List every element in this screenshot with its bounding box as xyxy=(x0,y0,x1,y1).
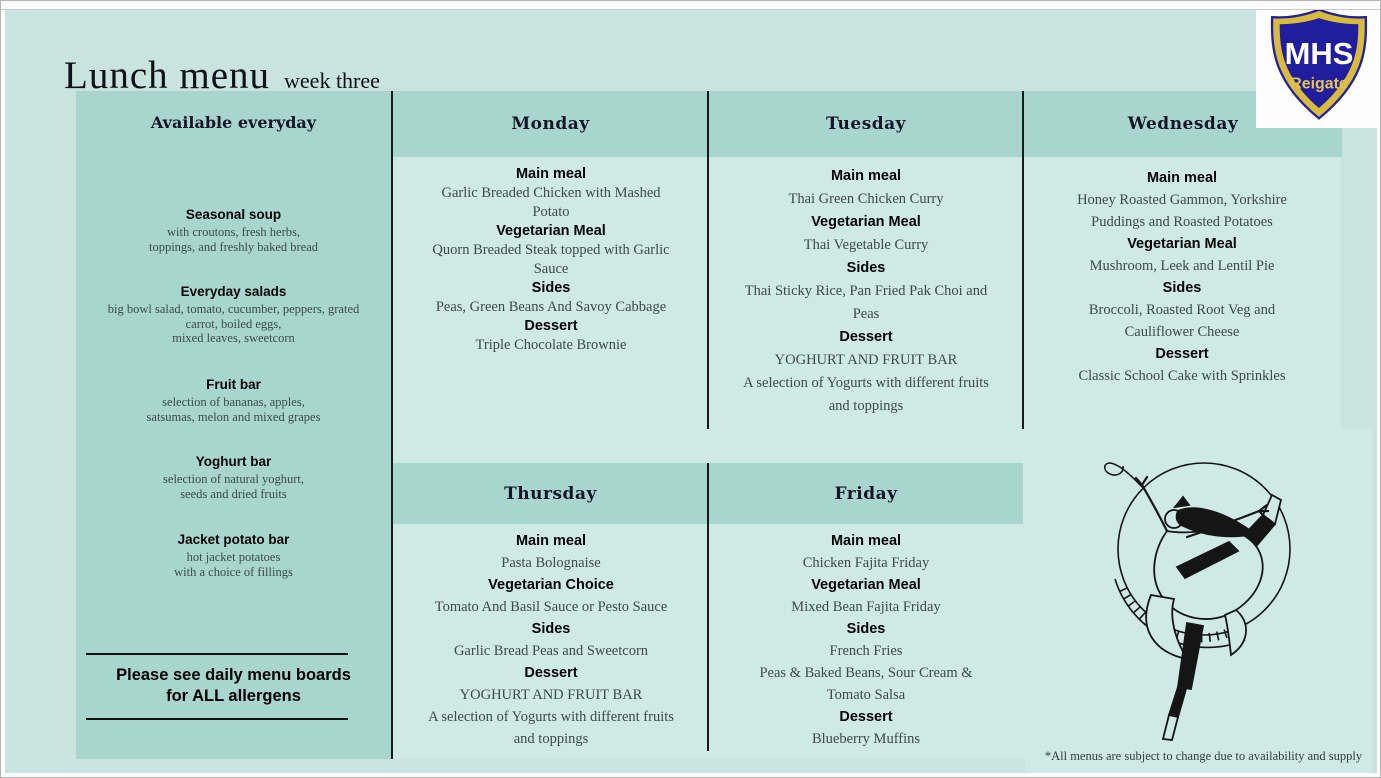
meal-label: Vegetarian Meal xyxy=(811,214,921,230)
section-line: carrot, boiled eggs, xyxy=(185,316,282,331)
meal-label: Sides xyxy=(1162,280,1202,296)
meal-item: Thai Green Chicken Curry xyxy=(788,191,944,207)
day-name-tuesday: Tuesday xyxy=(825,114,907,134)
meal-item: Tomato And Basil Sauce or Pesto Sauce xyxy=(434,599,668,615)
meal-item: Classic School Cake with Sprinkles xyxy=(1078,368,1286,384)
meal-label: Sides xyxy=(846,260,886,276)
section-line: seeds and dried fruits xyxy=(180,486,287,501)
allergen-divider-bottom xyxy=(86,718,348,720)
menu-friday xyxy=(715,530,1017,750)
day-header-monday xyxy=(393,91,708,157)
allergen-notice xyxy=(76,665,391,707)
page-frame-line xyxy=(1,9,1380,10)
menu-tuesday xyxy=(715,165,1017,418)
available-everyday-panel xyxy=(76,91,391,759)
meal-item: Thai Sticky Rice, Pan Fried Pak Choi and xyxy=(744,283,988,299)
day-name-wednesday: Wednesday xyxy=(1127,114,1239,134)
section-jacket-potato-bar xyxy=(76,532,391,579)
meal-item: Puddings and Roasted Potatoes xyxy=(1091,214,1273,230)
day-header-thursday xyxy=(393,463,708,524)
section-title: Jacket potato bar xyxy=(177,532,290,547)
divider-line xyxy=(707,91,709,429)
logo-text-mhs: MHS xyxy=(1284,36,1354,72)
meal-label: Dessert xyxy=(839,709,893,725)
section-line: satsumas, melon and mixed grapes xyxy=(146,409,321,424)
meal-item: Quorn Breaded Steak topped with Garlic xyxy=(432,242,670,258)
dancer-illustration xyxy=(1079,447,1314,762)
menu-footnote: *All menus are subject to change due to availability and supply xyxy=(1044,749,1363,763)
page-title xyxy=(64,53,380,98)
section-line: mixed leaves, sweetcorn xyxy=(172,331,295,345)
menu-title: Lunch menu xyxy=(64,54,271,97)
meal-item: Broccoli, Roasted Root Veg and xyxy=(1088,302,1276,318)
meal-item: Garlic Bread Peas and Sweetcorn xyxy=(453,643,649,659)
day-header-friday xyxy=(709,463,1023,524)
section-everyday-salads xyxy=(76,284,391,346)
meal-item: and toppings xyxy=(513,731,589,747)
meal-item: YOGHURT AND FRUIT BAR xyxy=(459,687,643,703)
divider-line xyxy=(1022,91,1024,429)
menu-thursday xyxy=(400,530,702,750)
meal-label: Vegetarian Meal xyxy=(496,223,606,239)
available-everyday-header: Available everyday xyxy=(150,113,317,132)
meal-label: Sides xyxy=(531,621,571,637)
meal-label: Main meal xyxy=(830,533,902,549)
allergen-divider-top xyxy=(86,653,348,655)
section-seasonal-soup xyxy=(76,207,391,254)
meal-item: and toppings xyxy=(828,398,904,414)
allergen-notice-line: for ALL allergens xyxy=(166,687,301,705)
menu-monday xyxy=(400,165,702,355)
meal-label: Vegetarian Choice xyxy=(488,577,614,593)
meal-item: Peas, Green Beans And Savoy Cabbage xyxy=(435,299,667,315)
section-title: Yoghurt bar xyxy=(195,454,272,469)
meal-label: Dessert xyxy=(524,318,578,334)
meal-label: Main meal xyxy=(1146,170,1218,186)
meal-item: A selection of Yogurts with different fruits xyxy=(428,709,674,725)
meal-item: Tomato Salsa xyxy=(826,687,906,703)
section-title: Seasonal soup xyxy=(185,207,282,222)
divider-line xyxy=(707,463,709,751)
meal-item: French Fries xyxy=(829,643,903,659)
meal-item: Mixed Bean Fajita Friday xyxy=(791,599,941,615)
section-line: with a choice of fillings xyxy=(174,564,293,579)
meal-item: Blueberry Muffins xyxy=(811,731,921,747)
section-line: with croutons, fresh herbs, xyxy=(167,225,300,239)
menu-wednesday xyxy=(1030,167,1334,387)
meal-item: Potato xyxy=(532,204,570,220)
shield-icon xyxy=(1260,5,1378,124)
meal-item: Peas & Baked Beans, Sour Cream & xyxy=(759,665,973,681)
day-name-monday: Monday xyxy=(511,114,590,134)
section-line: selection of natural yoghurt, xyxy=(163,472,304,486)
section-title: Fruit bar xyxy=(206,377,261,392)
meal-label: Dessert xyxy=(524,665,578,681)
meal-item: Mushroom, Leek and Lentil Pie xyxy=(1089,258,1275,274)
meal-item: Chicken Fajita Friday xyxy=(802,555,930,571)
meal-label: Vegetarian Meal xyxy=(811,577,921,593)
meal-item: Pasta Bolognaise xyxy=(501,555,601,571)
meal-item: A selection of Yogurts with different fruits xyxy=(743,375,989,391)
section-line: big bowl salad, tomato, cucumber, peppers, grated xyxy=(107,302,360,316)
section-line: toppings, and freshly baked bread xyxy=(148,239,319,254)
section-line: hot jacket potatoes xyxy=(186,550,281,564)
divider-line xyxy=(391,91,393,759)
meal-label: Dessert xyxy=(839,329,893,345)
meal-label: Dessert xyxy=(1155,346,1209,362)
meal-item: Thai Vegetable Curry xyxy=(803,237,929,253)
section-fruit-bar xyxy=(76,377,391,424)
meal-label: Sides xyxy=(531,280,571,296)
meal-item: YOGHURT AND FRUIT BAR xyxy=(774,352,958,368)
meal-item: Garlic Breaded Chicken with Mashed xyxy=(441,185,661,201)
meal-item: Triple Chocolate Brownie xyxy=(475,337,627,353)
school-logo xyxy=(1256,1,1381,128)
day-name-thursday: Thursday xyxy=(504,483,597,504)
meal-label: Main meal xyxy=(830,168,902,184)
meal-label: Sides xyxy=(846,621,886,637)
meal-item: Honey Roasted Gammon, Yorkshire xyxy=(1077,192,1287,208)
meal-item: Cauliflower Cheese xyxy=(1124,324,1240,340)
allergen-notice-line: Please see daily menu boards xyxy=(116,666,351,684)
section-line: selection of bananas, apples, xyxy=(162,395,305,409)
day-name-friday: Friday xyxy=(834,483,898,504)
meal-label: Main meal xyxy=(515,166,587,182)
meal-label: Main meal xyxy=(515,533,587,549)
section-yoghurt-bar xyxy=(76,454,391,501)
meal-item: Sauce xyxy=(533,261,569,277)
section-title: Everyday salads xyxy=(180,284,287,299)
day-header-tuesday xyxy=(709,91,1023,157)
menu-week-subtitle: week three xyxy=(284,68,380,93)
meal-label: Vegetarian Meal xyxy=(1127,236,1237,252)
meal-item: Peas xyxy=(852,306,880,322)
logo-text-reigate: Reigate xyxy=(1290,75,1348,93)
